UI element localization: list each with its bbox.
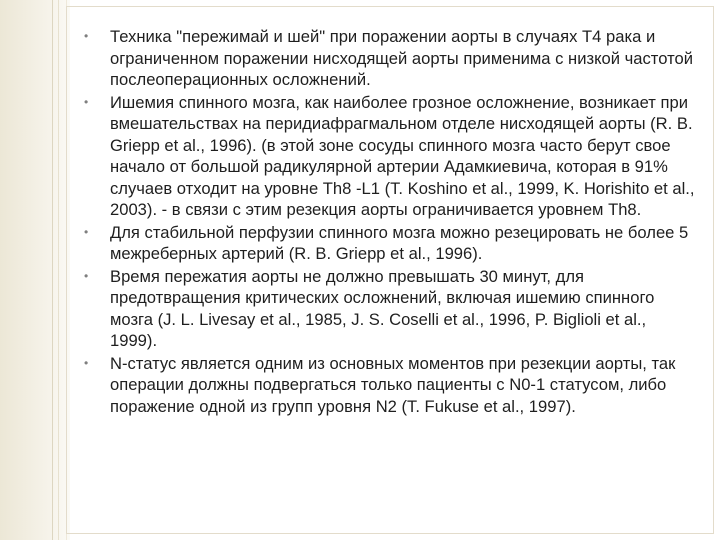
decorative-side-band [0,0,70,540]
bullet-text: N-статус является одним из основных моментов при резекции аорты, так операции должны подвергаться только пациенты с N0-1 статусом, либо поражение одной из групп уровня N2 (T. Fukuse et al., 1997). [110,353,676,416]
bullet-text: Ишемия спинного мозга, как наиболее грозное осложнение, возникает при вмешательствах на перидиафрагмальном отделе нисходящей аорты (R. B. Griepp et al., 1996). (в этой зоне сосуды спинного мозга часто берут свое начало от большой радикулярной артерии Адамкиевича, которая в 91% случаев отходит на уровне Th8 -L1 (T. Koshino et al., 1999, K. Horishito et al., 2003). - в связи с этим резекция аорты ограничивается уровнем Th8. [110,92,695,219]
bullet-item [84,353,696,418]
bullet-item [84,92,696,221]
bullet-icon: • [84,94,89,109]
bullet-icon: • [84,268,89,283]
decorative-line [52,0,53,540]
slide-content [84,26,696,418]
bullet-item [84,266,696,352]
bullet-list [84,26,696,417]
bullet-text: Техника "пережимай и шей" при поражении аорты в случаях Т4 рака и ограниченном поражении нисходящей аорты применима с низкой частотой послеоперационных осложнений. [110,27,694,89]
bullet-icon: • [84,355,89,370]
bullet-text: Время пережатия аорты не должно превышать 30 минут, для предотвращения критических осложнений, включая ишемию спинного мозга (J. L. Livesay et al., 1985, J. S. Coselli et al., 1996, P. Biglioli et al., 1999). [110,266,655,350]
bullet-text: Для стабильной перфузии спинного мозга можно резецировать не более 5 межреберных артерий (R. B. Griepp et al., 1996). [110,222,689,263]
bullet-item [84,222,696,265]
bullet-icon: • [84,224,89,239]
bullet-icon: • [84,29,89,43]
bullet-item [84,26,696,91]
decorative-line [58,0,59,540]
